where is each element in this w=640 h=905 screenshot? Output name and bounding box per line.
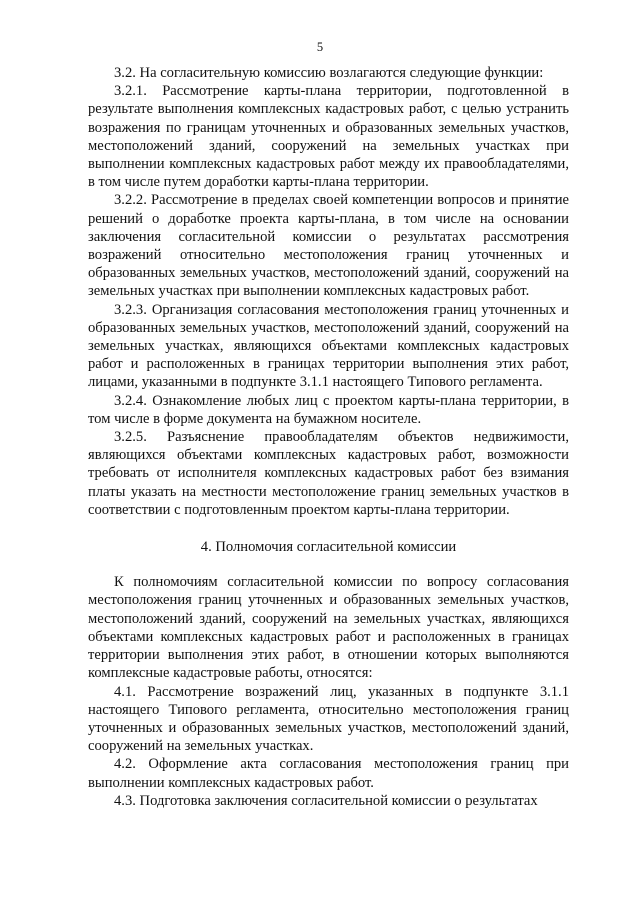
- paragraph-3-2: 3.2. На согласительную комиссию возлагаются следующие функции:: [114, 65, 544, 81]
- paragraph-3-2-1: 3.2.1. Рассмотрение карты-плана территории, подготовленной в результате выполнения комплексных кадастровых работ, с целью устранить возражения по границам уточненных и образованных земельных участков, местоположений зданий, сооружений на земельных участках при выполнении комплексных кадастровых работ между их правообладателями, в том числе путем доработки карты-плана территории.: [88, 83, 569, 191]
- page-number: 5: [316, 40, 324, 54]
- paragraph-3-2-3: 3.2.3. Организация согласования местоположения границ уточненных и образованных земельных участков, местоположений зданий, сооружений на земельных участках, являющихся объектами комплексных кадастровых работ и расположенных в границах территории выполнения этих работ, лицами, указанными в подпункте 3.1.1 настоящего Типового регламента.: [88, 301, 569, 391]
- document-body: [88, 64, 569, 810]
- paragraph-3-2-2: 3.2.2. Рассмотрение в пределах своей компетенции вопросов и принятие решений о доработке проекта карты-плана, в том числе на основании заключения согласительной комиссии о результатах рассмотрения возражений относительно местоположения границ уточненных и образованных земельных участков, местоположений зданий, сооружений на земельных участках при выполнении комплексных кадастровых работ.: [88, 192, 569, 300]
- paragraph-3-2-4: 3.2.4. Ознакомление любых лиц с проектом карты-плана территории, в том числе в форме документа на бумажном носителе.: [88, 392, 569, 427]
- paragraph-4-2: 4.2. Оформление акта согласования местоположения границ при выполнении комплексных кадастровых работ.: [88, 756, 569, 791]
- paragraph-4-3: 4.3. Подготовка заключения согласительной комиссии о результатах: [114, 792, 538, 809]
- section-4-intro: К полномочиям согласительной комиссии по вопросу согласования местоположения границ уточненных и образованных земельных участков, местоположений зданий, сооружений на земельных участках, являющихся объектами комплексных кадастровых работ и расположенных в границах территории выполнения этих работ, в отношении которых выполняются комплексные кадастровые работы, относятся:: [88, 574, 569, 682]
- paragraph-4-1: 4.1. Рассмотрение возражений лиц, указанных в подпункте 3.1.1 настоящего Типового регламента, относительно местоположения границ уточненных и образованных земельных участков, местоположений зданий, сооружений на земельных участках.: [88, 683, 569, 755]
- section-4-heading: 4. Полномочия согласительной комиссии: [200, 539, 457, 556]
- paragraph-3-2-5: 3.2.5. Разъяснение правообладателям объектов недвижимости, являющихся объектами комплексных кадастровых работ, возможности требовать от исполнителя комплексных кадастровых работ без взимания платы указать на местности местоположение границ земельных участков в соответствии с подготовленным проектом карты-плана территории.: [88, 429, 569, 518]
